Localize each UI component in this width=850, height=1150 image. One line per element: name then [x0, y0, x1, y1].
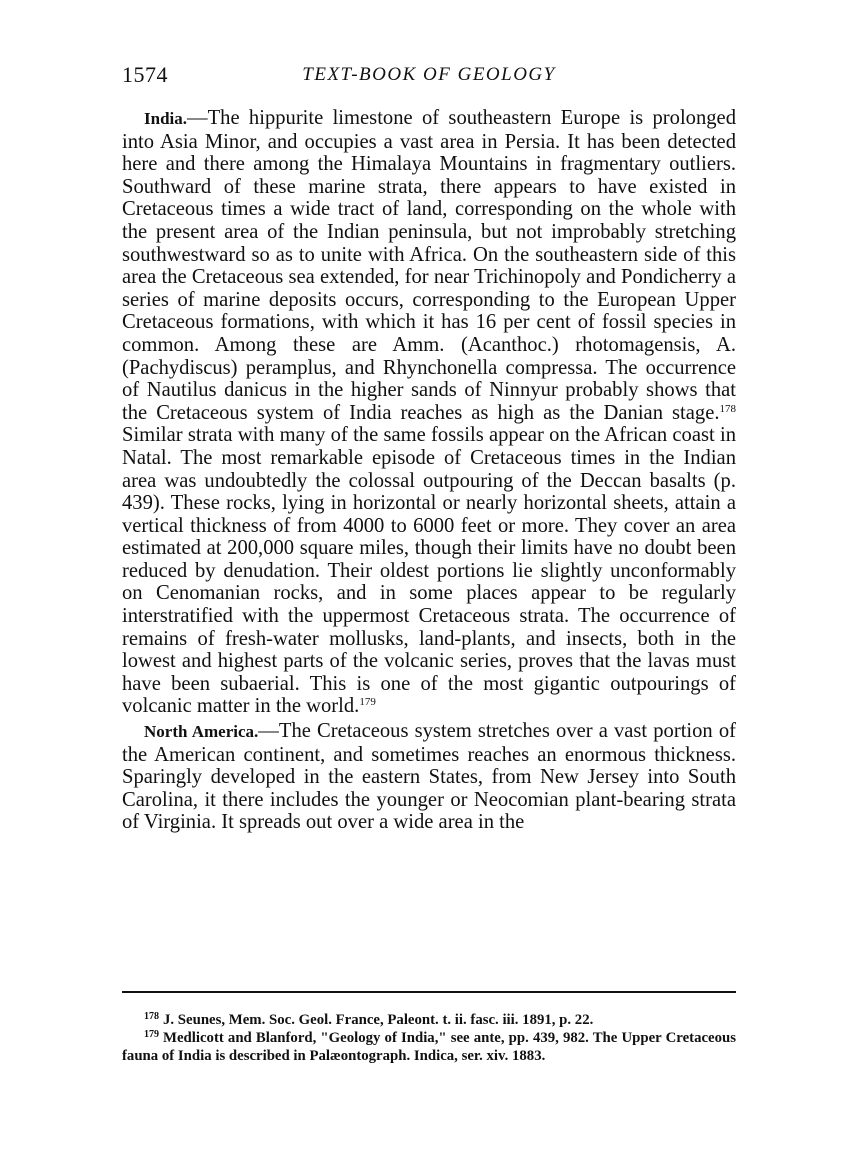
paragraph-text: —The hippurite limestone of southeastern Europe is prolonged into Asia Minor, and occupies a vast area in Persia. It has been detected here and there among the Himalaya Mountains in fragmentary outliers. Southward of these marine strata, there appears to have existed in Cretaceous times a wide tract of land, corresponding on the whole with the present area of the Indian peninsula, but not improbably stretching southwestward so as to unite with Africa. On the southeastern side of this area the Cretaceous sea extended, for near Trichinopoly and Pondicherry a series of marine deposits occurs, corresponding to the European Upper Cretaceous formations, with which it has 16 per cent of fossil species in common. Among these are Amm. (Acanthoc.) rhotomagensis, A. (Pachydiscus) peramplus, and Rhynchonella compressa. The occurrence of Nautilus danicus in the higher sands of Ninnyur probably shows that the Cretaceous system of India reaches as high as the Danian stage.: [122, 107, 736, 424]
paragraph-india: [122, 107, 736, 718]
body-text: [122, 107, 736, 834]
footnote-reference[interactable]: 178: [719, 402, 736, 415]
footnotes: [122, 1011, 736, 1065]
footnote-divider: [122, 991, 736, 993]
paragraph-text: —The Cretaceous system stretches over a vast portion of the American continent, and sometimes reaches an enormous thickness. Sparingly developed in the eastern States, from New Jersey into South Carolina, it there includes the younger or Neocomian plant-bearing strata of Virginia. It spreads out over a wide area in the: [122, 720, 736, 834]
footnote-179: [122, 1029, 736, 1065]
footnote-text: Medlicott and Blanford, "Geology of India," see ante, pp. 439, 982. The Upper Cretaceous fauna of India is described in Palæontograph. Indica, ser. xiv. 1883.: [122, 1030, 736, 1064]
paragraph-north-america: [122, 720, 736, 834]
section-heading-india: India.: [144, 109, 187, 128]
footnote-text: J. Seunes, Mem. Soc. Geol. France, Paleont. t. ii. fasc. iii. 1891, p. 22.: [163, 1012, 594, 1028]
footnote-178: [122, 1011, 736, 1029]
page-number: 1574: [122, 62, 168, 87]
section-heading-north-america: North America.: [144, 722, 259, 742]
footnote-reference[interactable]: 179: [359, 696, 376, 709]
footnote-mark: 178: [144, 1011, 159, 1022]
footnote-mark: 179: [144, 1029, 159, 1040]
page-header: [122, 62, 736, 92]
paragraph-text: Similar strata with many of the same fossils appear on the African coast in Natal. The most remarkable episode of Cretaceous times in the Indian area was undoubtedly the colossal outpouring of the Deccan basalts (p. 439). These rocks, lying in horizontal or nearly horizontal sheets, attain a vertical thickness of from 4000 to 6000 feet or more. They cover an area estimated at 200,000 square miles, though their limits have no doubt been reduced by denudation. Their oldest portions lie slightly unconformably on Cenomanian rocks, and in some places appear to be regularly interstratified with the uppermost Cretaceous strata. The occurrence of remains of fresh-water mollusks, land-plants, and insects, both in the lowest and highest parts of the volcanic series, proves that the lavas must have been subaerial. This is one of the most gigantic outpourings of volcanic matter in the world.: [122, 424, 736, 718]
running-title: TEXT-BOOK OF GEOLOGY: [302, 64, 556, 85]
